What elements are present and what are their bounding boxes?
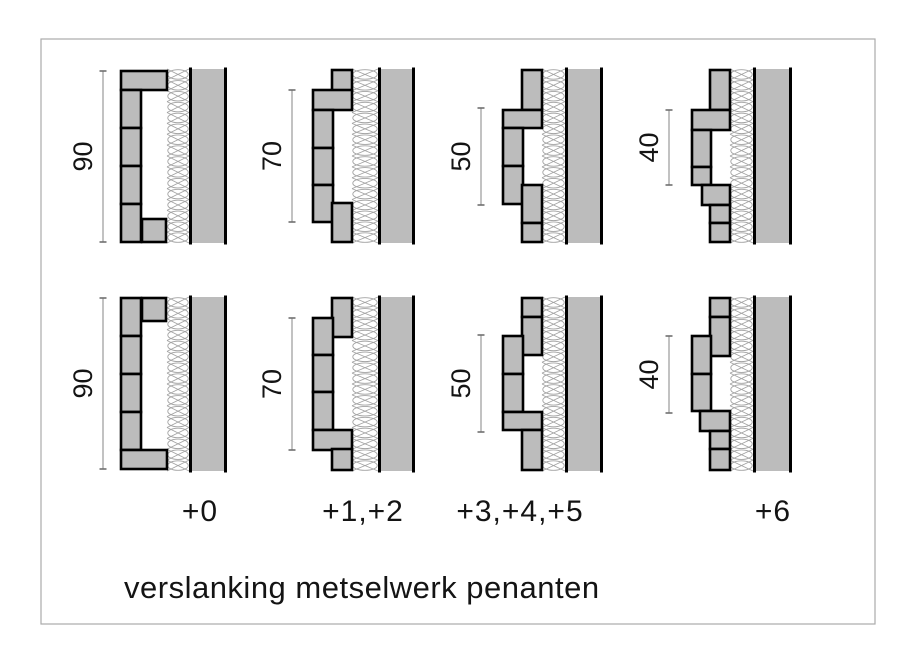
pier-70-course-a [257, 68, 415, 245]
brick [313, 430, 352, 450]
brick [313, 185, 333, 222]
wall-edge-line [565, 68, 568, 245]
brick [121, 336, 141, 374]
wall-edge-line [189, 296, 192, 473]
brick [522, 317, 542, 355]
inner-wall [568, 69, 600, 243]
brick [121, 128, 141, 166]
brick [692, 167, 711, 185]
brick [503, 166, 523, 204]
brick [503, 110, 542, 128]
brick [121, 204, 141, 242]
brick [710, 205, 730, 223]
inner-wall [756, 297, 789, 471]
pier-90-course-b [68, 296, 227, 473]
wall-edge-line [412, 68, 415, 245]
brick [710, 70, 730, 110]
wall-edge-line [378, 296, 381, 473]
insulation-hatch [352, 297, 378, 471]
brick [332, 203, 352, 242]
dimension-label: 40 [634, 359, 664, 390]
brick [522, 223, 542, 242]
brick [142, 298, 166, 321]
brick [121, 71, 167, 90]
brick [700, 411, 730, 431]
column-label-1: +1,+2 [322, 495, 404, 528]
pier-50-course-a [446, 68, 603, 245]
wall-edge-line [224, 296, 227, 473]
pier-70-course-b [257, 296, 415, 473]
dimension-label: 70 [257, 368, 287, 400]
pier-50-course-b [446, 296, 603, 473]
column-label-0: +0 [181, 495, 219, 528]
brick [710, 431, 730, 449]
insulation-hatch [730, 69, 753, 243]
brick [503, 336, 523, 374]
brick [522, 70, 542, 110]
wall-edge-line [565, 296, 568, 473]
brick [121, 166, 141, 204]
brick [522, 298, 542, 317]
brick [710, 317, 730, 356]
brick [710, 449, 730, 470]
wall-edge-line [600, 296, 603, 473]
pier-40-course-a [634, 68, 792, 245]
brick [710, 223, 730, 242]
column-label-2: +3,+4,+5 [456, 495, 584, 528]
brick [121, 90, 141, 128]
diagram-title: verslanking metselwerk penanten [124, 570, 600, 605]
insulation-hatch [542, 69, 565, 243]
wall-edge-line [224, 68, 227, 245]
inner-wall [381, 297, 412, 471]
wall-edge-line [753, 68, 756, 245]
wall-edge-line [189, 68, 192, 245]
brick [692, 130, 711, 167]
brick [710, 298, 730, 317]
dimension-label: 40 [634, 132, 664, 163]
pier-90-course-a [68, 68, 227, 245]
brick [313, 90, 352, 110]
brick [332, 298, 352, 337]
wall-edge-line [753, 296, 756, 473]
brick [503, 412, 542, 430]
wall-edge-line [600, 68, 603, 245]
insulation-hatch [352, 69, 378, 243]
brick [313, 392, 333, 430]
brick [142, 219, 166, 242]
inner-wall [381, 69, 412, 243]
wall-edge-line [378, 68, 381, 245]
wall-edge-line [412, 296, 415, 473]
insulation-hatch [167, 297, 189, 471]
brick [503, 128, 523, 166]
brick [121, 412, 141, 450]
brick [121, 450, 167, 469]
brick [692, 110, 730, 130]
inner-wall [568, 297, 600, 471]
column-label-3: +6 [754, 495, 792, 528]
brick [692, 336, 711, 374]
dimension-label: 50 [446, 368, 476, 399]
inner-wall [192, 297, 224, 471]
brick [313, 318, 333, 355]
pier-40-course-b [634, 296, 792, 473]
brick [121, 298, 141, 336]
dimension-label: 90 [68, 141, 98, 172]
brick [121, 374, 141, 412]
brick [313, 355, 333, 392]
inner-wall [192, 69, 224, 243]
brick [313, 110, 333, 148]
dimension-label: 70 [257, 140, 287, 172]
insulation-hatch [730, 297, 753, 471]
brick [692, 374, 711, 411]
brick [522, 185, 542, 223]
dimension-label: 90 [68, 368, 98, 399]
brick [503, 374, 523, 412]
insulation-hatch [167, 69, 189, 243]
inner-wall [756, 69, 789, 243]
brick [332, 70, 352, 91]
wall-edge-line [789, 296, 792, 473]
brick [313, 148, 333, 185]
brick [332, 449, 352, 470]
brick [522, 430, 542, 470]
wall-edge-line [789, 68, 792, 245]
dimension-label: 50 [446, 141, 476, 172]
insulation-hatch [542, 297, 565, 471]
brick [702, 185, 730, 205]
